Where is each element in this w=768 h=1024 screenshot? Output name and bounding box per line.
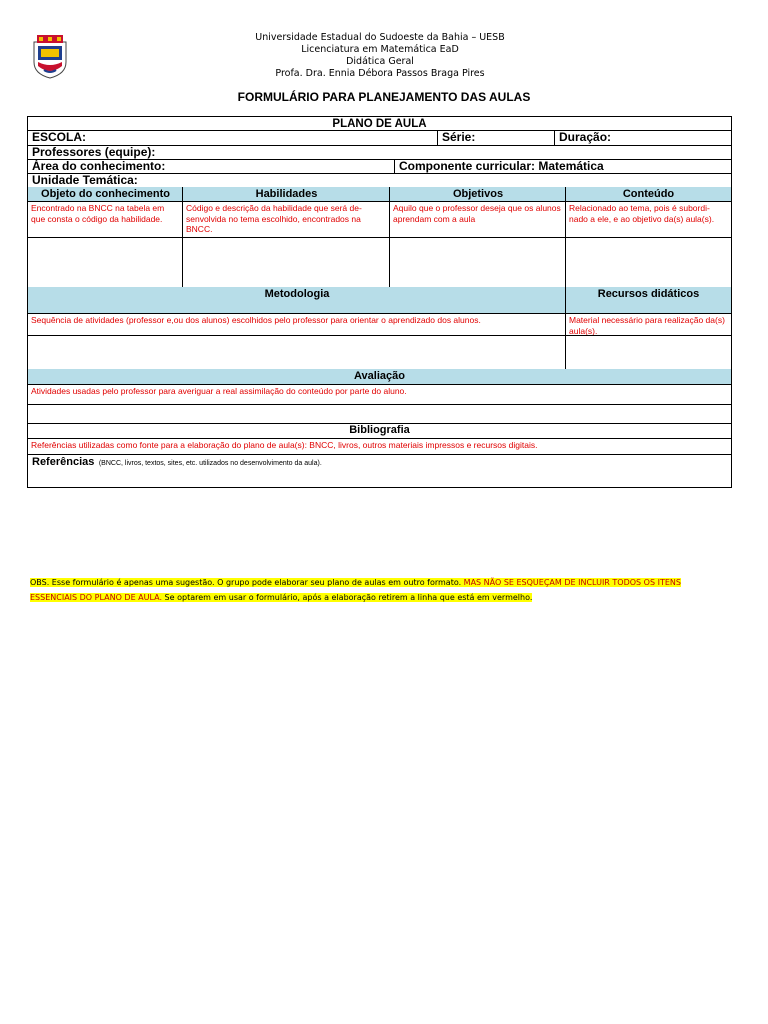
obs-emphasis: MAS NÃO SE ESQUEÇAM DE INCLUIR TODOS OS ITENS ESSENCIAIS DO PLANO DE AULA.: [30, 578, 681, 602]
obs-note: [30, 575, 720, 605]
header-professor: Profa. Dra. Ennia Débora Passos Braga Pires: [275, 68, 485, 79]
lesson-plan-table: [27, 116, 732, 488]
plan-title: PLANO DE AULA: [332, 118, 427, 130]
form-title: FORMULÁRIO PARA PLANEJAMENTO DAS AULAS: [237, 90, 531, 104]
referencias-note: (BNCC, livros, textos, sites, etc. utilizados no desenvolvimento da aula).: [98, 460, 322, 467]
objeto-entry[interactable]: [28, 237, 183, 287]
hint-bibliografia: Referências utilizadas como fonte para a elaboração do plano de aula(s): BNCC, livros, outros materiais impressos e recursos digitais.: [31, 440, 538, 450]
hint-recursos: Material necessário para realização da(s) aula(s).: [569, 315, 725, 335]
hint-conteudo: Relacionado ao tema, pois é subordi-nado a ele, e ao objetivo da(s) aula(s).: [569, 203, 715, 224]
hint-objetivos: Aquilo que o professor deseja que os alunos aprendam com a aula: [393, 203, 561, 224]
header-course: Licenciatura em Matemática EaD: [301, 44, 459, 55]
bibliografia-header: Bibliografia: [349, 424, 410, 436]
hint-avaliacao: Atividades usadas pelo professor para averiguar a real assimilação do conteúdo por parte do aluno.: [31, 386, 407, 396]
escola-field[interactable]: ESCOLA:: [32, 130, 86, 144]
area-conhecimento-field[interactable]: Área do conhecimento:: [32, 159, 166, 173]
col-objetivos: Objetivos: [390, 187, 566, 201]
unidade-tematica-field[interactable]: Unidade Temática:: [32, 173, 138, 187]
avaliacao-entry[interactable]: [28, 404, 731, 423]
objetivos-entry[interactable]: [390, 237, 566, 287]
avaliacao-header: Avaliação: [28, 369, 731, 384]
serie-field[interactable]: Série:: [442, 130, 476, 144]
referencias-label: Referências: [32, 456, 95, 468]
duracao-field[interactable]: Duração:: [559, 130, 612, 144]
metodologia-entry[interactable]: [28, 335, 566, 369]
institution-header: [180, 32, 580, 80]
col-habilidades: Habilidades: [183, 187, 390, 201]
hint-objeto: Encontrado na BNCC na tabela em que consta o código da habilidade.: [31, 203, 165, 224]
professores-field[interactable]: Professores (equipe):: [32, 145, 156, 159]
col-conteudo: Conteúdo: [566, 187, 731, 201]
hint-habilidades: Código e descrição da habilidade que será de-senvolvida no tema escolhido, encontrados na BNCC.: [186, 203, 362, 234]
header-discipline: Didática Geral: [346, 56, 414, 67]
header-university: Universidade Estadual do Sudoeste da Bahia – UESB: [255, 32, 505, 43]
metodologia-header: Metodologia: [28, 287, 566, 313]
componente-curricular-field[interactable]: Componente curricular: Matemática: [399, 159, 604, 173]
obs-prefix: OBS. Esse formulário é apenas uma sugestão. O grupo pode elaborar seu plano de aulas em outro formato.: [30, 578, 464, 587]
col-objeto-conhecimento: Objeto do conhecimento: [28, 187, 183, 201]
recursos-entry[interactable]: [566, 335, 731, 369]
recursos-header: Recursos didáticos: [566, 287, 731, 313]
conteudo-entry[interactable]: [566, 237, 731, 287]
referencias-entry[interactable]: [28, 454, 731, 487]
habilidades-entry[interactable]: [183, 237, 390, 287]
hint-metodologia: Sequência de atividades (professor e,ou dos alunos) escolhidos pelo professor para orientar o aprendizado dos alunos.: [31, 315, 481, 325]
obs-suffix: Se optarem em usar o formulário, após a elaboração retirem a linha que está em vermelho.: [162, 593, 533, 602]
uesb-crest-icon: [30, 32, 70, 80]
